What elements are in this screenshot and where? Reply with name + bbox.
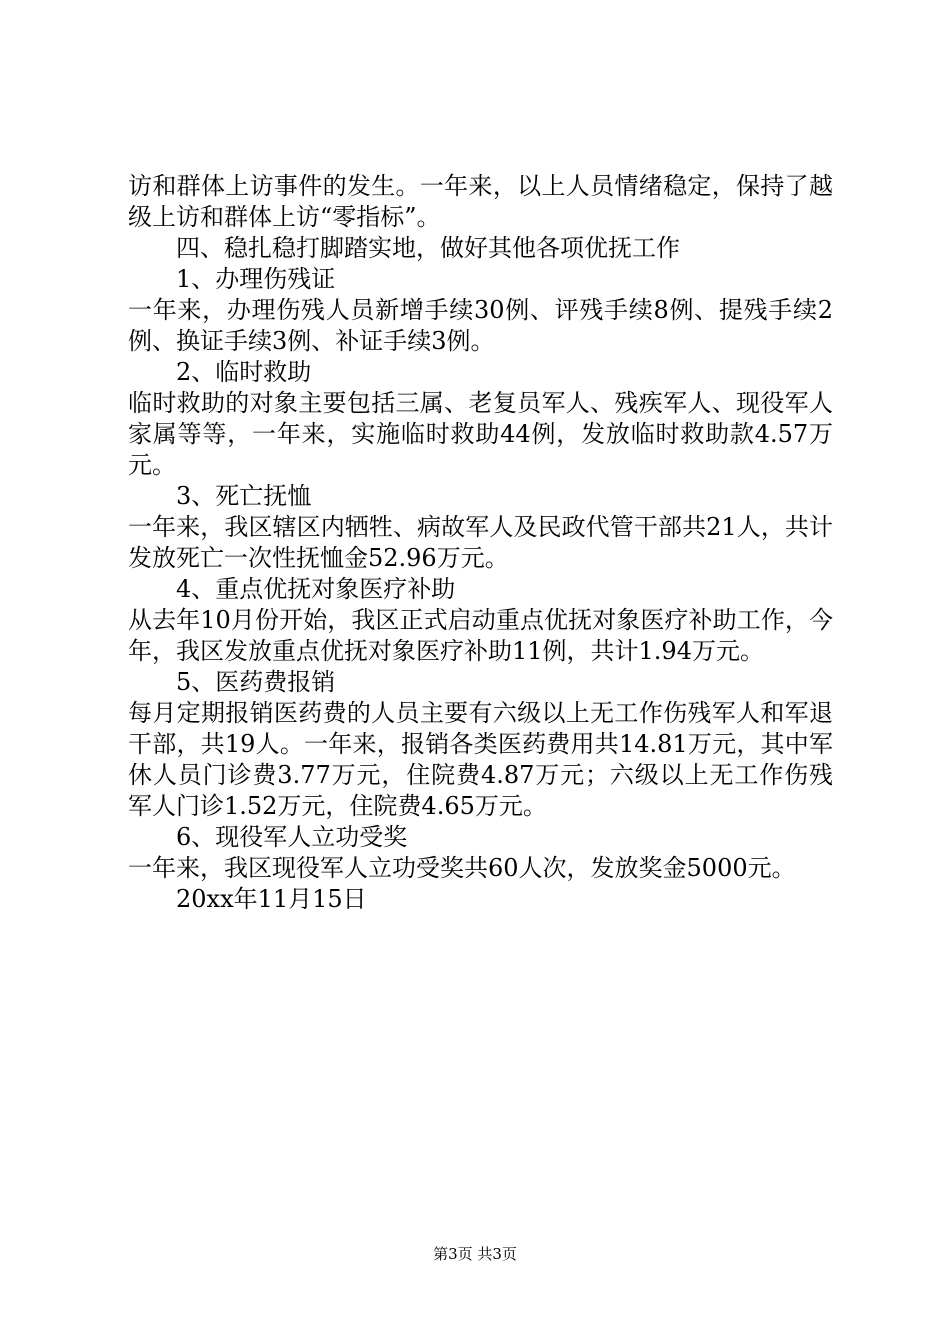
paragraph-medical-subsidy: 从去年10月份开始，我区正式启动重点优抚对象医疗补助工作，今年，我区发放重点优抚对象医疗补助11例，共计1.94万元。 [128, 606, 833, 665]
subheading-medical-reimbursement: 5、医药费报销 [176, 668, 336, 696]
paragraph-merit-awards: 一年来，我区现役军人立功受奖共60人次，发放奖金5000元。 [128, 854, 796, 882]
subheading-temporary-relief: 2、临时救助 [176, 358, 312, 386]
paragraph-death-pension: 一年来，我区辖区内牺牲、病故军人及民政代管干部共21人，共计发放死亡一次性抚恤金52.96万元。 [128, 513, 833, 572]
subheading-death-pension: 3、死亡抚恤 [176, 482, 312, 510]
document-date: 20xx年11月15日 [176, 885, 367, 913]
paragraph-continuation: 访和群体上访事件的发生。一年来，以上人员情绪稳定，保持了越级上访和群体上访“零指标”。 [128, 172, 833, 231]
section-heading-4: 四、稳扎稳打脚踏实地，做好其他各项优抚工作 [176, 234, 680, 262]
subheading-medical-subsidy: 4、重点优抚对象医疗补助 [176, 575, 456, 603]
subheading-disability-certificate: 1、办理伤残证 [176, 265, 336, 293]
paragraph-disability-certificate: 一年来，办理伤残人员新增手续30例、评残手续8例、提残手续2例、换证手续3例、补证手续3例。 [128, 296, 833, 355]
document-body [128, 171, 833, 915]
subheading-merit-awards: 6、现役军人立功受奖 [176, 823, 408, 851]
page-footer: 第3页 共3页 [433, 1245, 517, 1263]
paragraph-temporary-relief: 临时救助的对象主要包括三属、老复员军人、残疾军人、现役军人家属等等，一年来，实施临时救助44例，发放临时救助款4.57万元。 [128, 389, 833, 479]
paragraph-medical-reimbursement: 每月定期报销医药费的人员主要有六级以上无工作伤残军人和军退干部，共19人。一年来，报销各类医药费用共14.81万元，其中军休人员门诊费3.77万元，住院费4.87万元；六级以上无工作伤残军人门诊1.52万元，住院费4.65万元。 [128, 699, 833, 820]
